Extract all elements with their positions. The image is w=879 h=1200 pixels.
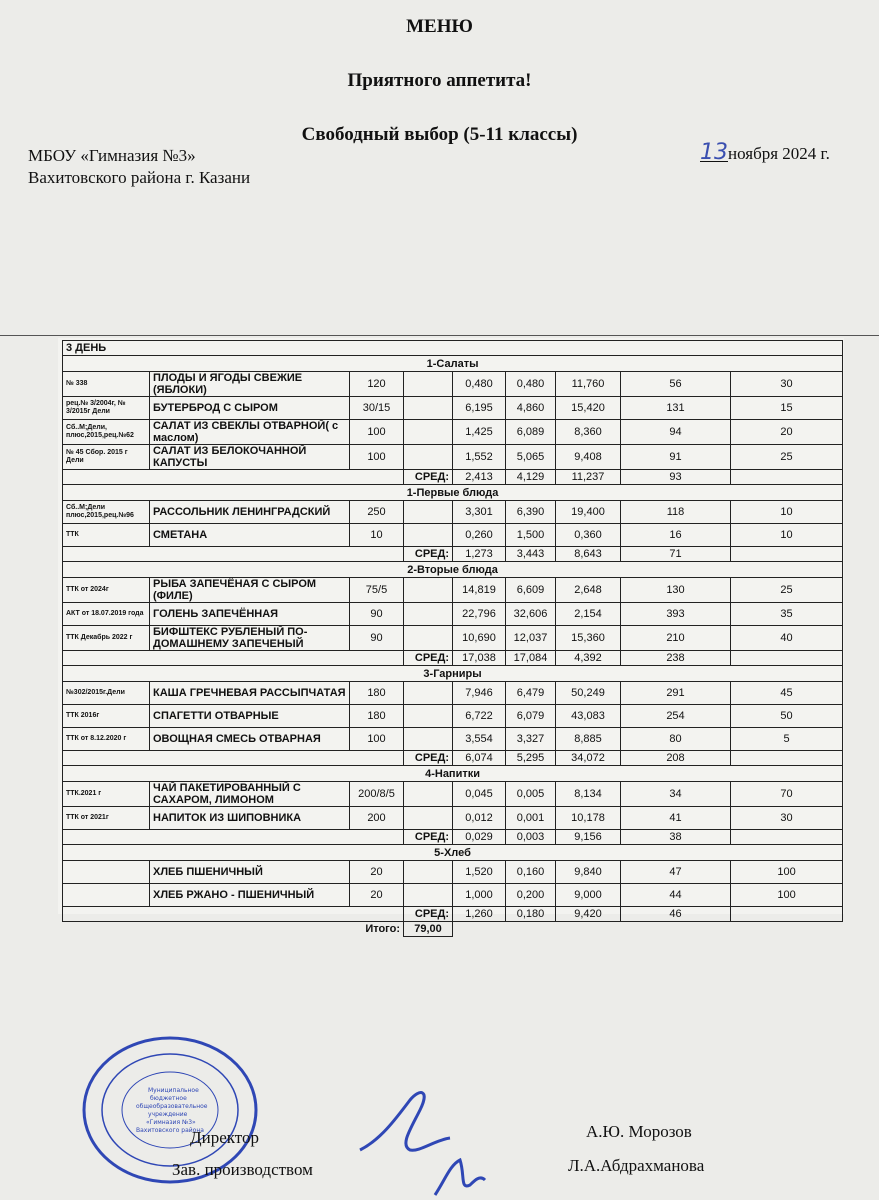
cell-name: ЧАЙ ПАКЕТИРОВАННЫЙ С САХАРОМ, ЛИМОНОМ [150,782,350,807]
svg-text:учреждение: учреждение [148,1111,188,1118]
cell-c: 15,360 [556,626,621,651]
cell-p: 1,000 [453,884,506,907]
average-f: 0,003 [506,830,556,845]
cell-f: 0,001 [506,807,556,830]
section-row [63,845,843,861]
cell-code: № 45 Сбор. 2015 г Дели [63,445,150,470]
sheet-top-edge [0,335,879,336]
menu-title: МЕНЮ [406,16,473,37]
average-p: 17,038 [453,651,506,666]
cell-portion: 100 [350,728,404,751]
average-kcal: 71 [621,547,731,562]
cell-kcal: 80 [621,728,731,751]
cell-name: НАПИТОК ИЗ ШИПОВНИКА [150,807,350,830]
cell-price [404,420,453,445]
day-label: 3 ДЕНЬ [63,341,843,356]
average-cost-empty [731,830,843,845]
subtitle: Свободный выбор (5-11 классы) [301,124,578,145]
cell-c: 9,000 [556,884,621,907]
average-f: 5,295 [506,751,556,766]
average-row [63,547,843,562]
section-row [63,666,843,682]
average-c: 11,237 [556,470,621,485]
cell-name: ХЛЕБ ПШЕНИЧНЫЙ [150,861,350,884]
table-row [63,807,843,830]
cell-kcal: 44 [621,884,731,907]
cell-portion: 10 [350,524,404,547]
cell-price [404,782,453,807]
cell-cost: 30 [731,372,843,397]
total-spacer [453,922,843,937]
cell-kcal: 210 [621,626,731,651]
cell-kcal: 254 [621,705,731,728]
cell-name: САЛАТ ИЗ БЕЛОКОЧАННОЙ КАПУСТЫ [150,445,350,470]
cell-f: 6,089 [506,420,556,445]
average-cost-empty [731,547,843,562]
section-title: 4-Напитки [63,766,843,782]
cell-p: 0,012 [453,807,506,830]
cell-cost: 100 [731,861,843,884]
average-row [63,470,843,485]
table-row [63,861,843,884]
cell-f: 4,860 [506,397,556,420]
section-row [63,766,843,782]
average-label: СРЕД: [404,547,453,562]
average-spacer [63,651,404,666]
cell-code: Сб..М;Дели, плюс,2015,рец.№62 [63,420,150,445]
cell-cost: 25 [731,445,843,470]
production-head-name: Л.А.Абдрахманова [568,1156,705,1175]
cell-f: 0,480 [506,372,556,397]
average-label: СРЕД: [404,751,453,766]
director-role: Директор [190,1128,259,1147]
svg-text:Муниципальное: Муниципальное [148,1087,199,1094]
cell-f: 0,160 [506,861,556,884]
cell-name: САЛАТ ИЗ СВЕКЛЫ ОТВАРНОЙ( с маслом) [150,420,350,445]
date-day-handwritten: 13 [700,140,728,165]
cell-cost: 35 [731,603,843,626]
average-spacer [63,830,404,845]
org-line-2: Вахитовского района г. Казани [28,168,251,187]
cell-price [404,807,453,830]
table-row [63,884,843,907]
cell-c: 2,648 [556,578,621,603]
cell-name: ОВОЩНАЯ СМЕСЬ ОТВАРНАЯ [150,728,350,751]
cell-price [404,884,453,907]
cell-c: 19,400 [556,501,621,524]
average-c: 4,392 [556,651,621,666]
table-row [63,578,843,603]
cell-f: 0,005 [506,782,556,807]
table-row [63,501,843,524]
svg-text:Вахитовского района: Вахитовского района [136,1127,204,1134]
cell-code: рец.№ 3/2004г, № 3/2015г Дели [63,397,150,420]
cell-cost: 100 [731,884,843,907]
cell-price [404,501,453,524]
cell-f: 6,479 [506,682,556,705]
section-title: 2-Вторые блюда [63,562,843,578]
average-row [63,751,843,766]
cell-code: ТТК Декабрь 2022 г [63,626,150,651]
cell-kcal: 34 [621,782,731,807]
cell-p: 10,690 [453,626,506,651]
cell-portion: 90 [350,626,404,651]
cell-portion: 20 [350,861,404,884]
cell-f: 3,327 [506,728,556,751]
cell-price [404,524,453,547]
cell-portion: 90 [350,603,404,626]
cell-cost: 5 [731,728,843,751]
table-row [63,782,843,807]
cell-code: ТТК.2021 г [63,782,150,807]
cell-code [63,884,150,907]
cell-name: БУТЕРБРОД С СЫРОМ [150,397,350,420]
cell-kcal: 94 [621,420,731,445]
cell-portion: 20 [350,884,404,907]
section-row [63,562,843,578]
cell-cost: 20 [731,420,843,445]
cell-f: 12,037 [506,626,556,651]
cell-p: 0,045 [453,782,506,807]
cell-portion: 75/5 [350,578,404,603]
cell-price [404,682,453,705]
cell-name: КАША ГРЕЧНЕВАЯ РАССЫПЧАТАЯ [150,682,350,705]
org-line-1: МБОУ «Гимназия №3» [28,146,196,165]
average-kcal: 208 [621,751,731,766]
cell-c: 10,178 [556,807,621,830]
average-cost-empty [731,470,843,485]
svg-text:бюджетное: бюджетное [150,1095,187,1102]
cell-price [404,578,453,603]
cell-p: 0,480 [453,372,506,397]
cell-f: 32,606 [506,603,556,626]
average-label: СРЕД: [404,907,453,922]
table-row [63,682,843,705]
average-p: 2,413 [453,470,506,485]
cell-f: 0,200 [506,884,556,907]
cell-code [63,861,150,884]
average-row [63,830,843,845]
section-title: 3-Гарниры [63,666,843,682]
greeting: Приятного аппетита! [347,70,532,91]
total-row [63,922,843,937]
cell-kcal: 16 [621,524,731,547]
cell-kcal: 47 [621,861,731,884]
cell-c: 0,360 [556,524,621,547]
average-p: 0,029 [453,830,506,845]
average-label: СРЕД: [404,470,453,485]
cell-f: 5,065 [506,445,556,470]
cell-code: ТТК от 2024г [63,578,150,603]
cell-cost: 30 [731,807,843,830]
average-kcal: 38 [621,830,731,845]
cell-cost: 10 [731,524,843,547]
cell-portion: 200 [350,807,404,830]
svg-text:«Гимназия №3»: «Гимназия №3» [146,1119,196,1126]
cell-name: ПЛОДЫ И ЯГОДЫ СВЕЖИЕ (ЯБЛОКИ) [150,372,350,397]
cell-price [404,705,453,728]
svg-text:общеобразовательное: общеобразовательное [136,1103,208,1110]
average-p: 6,074 [453,751,506,766]
cell-p: 3,554 [453,728,506,751]
average-spacer [63,470,404,485]
average-spacer [63,751,404,766]
average-kcal: 238 [621,651,731,666]
table-row [63,372,843,397]
cell-price [404,728,453,751]
cell-code: Сб..М;Дели плюс,2015,рец.№96 [63,501,150,524]
cell-kcal: 131 [621,397,731,420]
cell-portion: 250 [350,501,404,524]
cell-p: 6,195 [453,397,506,420]
section-row [63,485,843,501]
cell-p: 1,520 [453,861,506,884]
cell-f: 6,079 [506,705,556,728]
cell-c: 50,249 [556,682,621,705]
director-name: А.Ю. Морозов [586,1122,692,1141]
table-row [63,603,843,626]
cell-c: 15,420 [556,397,621,420]
cell-portion: 100 [350,420,404,445]
cell-cost: 50 [731,705,843,728]
menu-table [62,340,843,937]
cell-code: ТТК от 8.12.2020 г [63,728,150,751]
cell-name: СПАГЕТТИ ОТВАРНЫЕ [150,705,350,728]
cell-portion: 30/15 [350,397,404,420]
cell-price [404,861,453,884]
average-label: СРЕД: [404,830,453,845]
date-month-year: ноября 2024 г. [728,144,830,163]
total-label: Итого: [365,923,400,936]
cell-p: 14,819 [453,578,506,603]
cell-price [404,372,453,397]
table-row [63,705,843,728]
cell-cost: 70 [731,782,843,807]
cell-p: 7,946 [453,682,506,705]
production-head-signature [430,1150,490,1200]
cell-kcal: 56 [621,372,731,397]
cell-kcal: 118 [621,501,731,524]
cell-code: ТТК 2016г [63,705,150,728]
cell-portion: 180 [350,705,404,728]
cell-kcal: 393 [621,603,731,626]
average-kcal: 93 [621,470,731,485]
average-f: 0,180 [506,907,556,922]
cell-name: РАССОЛЬНИК ЛЕНИНГРАДСКИЙ [150,501,350,524]
cell-c: 8,885 [556,728,621,751]
cell-portion: 180 [350,682,404,705]
cell-c: 9,408 [556,445,621,470]
cell-portion: 100 [350,445,404,470]
cell-f: 6,390 [506,501,556,524]
cell-c: 43,083 [556,705,621,728]
cell-p: 0,260 [453,524,506,547]
cell-kcal: 91 [621,445,731,470]
average-c: 9,420 [556,907,621,922]
production-head-role: Зав. производством [172,1160,313,1179]
cell-name: БИФШТЕКС РУБЛЕНЫЙ ПО-ДОМАШНЕМУ ЗАПЕЧЕНЫЙ [150,626,350,651]
cell-c: 8,360 [556,420,621,445]
cell-c: 2,154 [556,603,621,626]
cell-c: 11,760 [556,372,621,397]
cell-price [404,397,453,420]
average-kcal: 46 [621,907,731,922]
average-cost-empty [731,907,843,922]
cell-c: 8,134 [556,782,621,807]
cell-code: № 338 [63,372,150,397]
cell-p: 3,301 [453,501,506,524]
cell-cost: 15 [731,397,843,420]
cell-portion: 120 [350,372,404,397]
cell-code: №302/2015г.Дели [63,682,150,705]
average-p: 1,273 [453,547,506,562]
table-row [63,728,843,751]
cell-kcal: 41 [621,807,731,830]
cell-kcal: 130 [621,578,731,603]
cell-kcal: 291 [621,682,731,705]
cell-cost: 10 [731,501,843,524]
average-c: 34,072 [556,751,621,766]
average-f: 4,129 [506,470,556,485]
section-title: 1-Первые блюда [63,485,843,501]
table-row [63,397,843,420]
section-title: 5-Хлеб [63,845,843,861]
cell-p: 1,552 [453,445,506,470]
menu-table-body [63,341,843,937]
average-spacer [63,547,404,562]
cell-name: ХЛЕБ РЖАНО - ПШЕНИЧНЫЙ [150,884,350,907]
cell-f: 1,500 [506,524,556,547]
table-row [63,445,843,470]
average-cost-empty [731,751,843,766]
section-title: 1-Салаты [63,356,843,372]
table-row [63,524,843,547]
section-row [63,356,843,372]
cell-code: ТТК [63,524,150,547]
average-p: 1,260 [453,907,506,922]
cell-name: РЫБА ЗАПЕЧЁНАЯ С СЫРОМ (ФИЛЕ) [150,578,350,603]
cell-f: 6,609 [506,578,556,603]
average-row [63,907,843,922]
cell-cost: 25 [731,578,843,603]
total-value: 79,00 [404,922,453,937]
average-f: 17,084 [506,651,556,666]
average-cost-empty [731,651,843,666]
cell-name: СМЕТАНА [150,524,350,547]
cell-code: АКТ от 18.07.2019 года [63,603,150,626]
cell-p: 6,722 [453,705,506,728]
average-spacer [63,907,404,922]
cell-code: ТТК от 2021г [63,807,150,830]
average-row [63,651,843,666]
cell-c: 9,840 [556,861,621,884]
table-row [63,420,843,445]
cell-price [404,626,453,651]
cell-price [404,445,453,470]
average-label: СРЕД: [404,651,453,666]
cell-portion: 200/8/5 [350,782,404,807]
menu-date [700,140,830,165]
average-f: 3,443 [506,547,556,562]
average-c: 8,643 [556,547,621,562]
cell-p: 1,425 [453,420,506,445]
table-row [63,626,843,651]
average-c: 9,156 [556,830,621,845]
cell-cost: 40 [731,626,843,651]
cell-price [404,603,453,626]
cell-name: ГОЛЕНЬ ЗАПЕЧЁННАЯ [150,603,350,626]
cell-p: 22,796 [453,603,506,626]
cell-cost: 45 [731,682,843,705]
